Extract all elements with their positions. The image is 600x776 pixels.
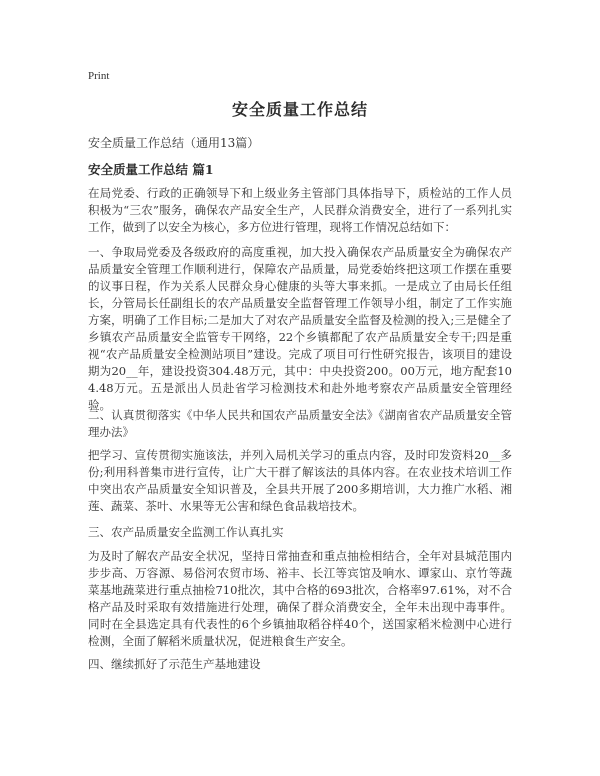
document-subtitle: 安全质量工作总结（通用13篇） — [88, 136, 260, 150]
section-heading: 安全质量工作总结 篇1 — [88, 162, 214, 177]
paragraph-point-two: 把学习、宣传贯彻实施该法，并列入局机关学习的重点内容，及时印发资料20__多份;利用科普集市进行宣传，让广大干群了解该法的具体内容。在农业技术培训工作中突出农产品质量安全知识普及，全县共开展了200多期培训，大力推广水稻、湘莲、蔬菜、茶叶、水果等无公害和绿色食品栽培技术。 — [88, 448, 512, 513]
paragraph-point-three: 为及时了解农产品安全状况，坚持日常抽查和重点抽检相结合，全年对县城范围内步步高、万容源、易俗河农贸市场、裕丰、长江等宾馆及响水、谭家山、京竹等蔬菜基地蔬菜进行重点抽检710批次，其中合格的693批次，合格率97.61%，对不合格产品及时采取有效措施进行处理，确保了群众消费安全，全年未出现中毒事件。同时在全县选定具有代表性的6个乡镇抽取稻谷样40个，送国家稻米检测中心进行检测，全面了解稻米质量状况，促进粮食生产安全。 — [88, 549, 512, 648]
paragraph-point-two-heading: 二、认真贯彻落实《中华人民共和国农产品质量安全法》《湖南省农产品质量安全管理办法》 — [88, 408, 512, 439]
paragraph-point-three-heading: 三、农产品质量安全监测工作认真扎实 — [88, 525, 284, 539]
paragraph-point-four-heading: 四、继续抓好了示范生产基地建设 — [88, 657, 261, 671]
paragraph-point-one: 一、争取局党委及各级政府的高度重视，加大投入确保农产品质量安全为确保农产品质量安全管理工作顺利进行，保障农产品质量，局党委始终把这项工作摆在重要的议事日程，作为关系人民群众身心健康的头等大事来抓。一是成立了由局长任组长，分管局长任副组长的农产品质量安全监督管理工作领导小组，制定了工作实施方案，明确了工作目标;二是加大了对农产品质量安全监督及检测的投入;三是健全了乡镇农产品质量安全监管专干网络，22个乡镇都配了农产品质量安全专干;四是重视“农产品质量安全检测站项目”建设。完成了项目可行性研究报告，该项目的建设期为20__年，建设投资304.48万元，其中：中央投资200。00万元，地方配套104.48万元。五是派出人员赴省学习检测技术和赴外地考察农产品质量安全管理经验。 — [88, 245, 512, 412]
page-title: 安全质量工作总结 — [231, 100, 368, 119]
paragraph-intro: 在局党委、行政的正确领导下和上级业务主管部门具体指导下，质检站的工作人员积极为“三农”服务，确保农产品安全生产，人民群众消费安全，进行了一系列扎实工作，做到了以安全为核心，多方位进行管理，现将工作情况总结如下： — [88, 186, 512, 234]
print-link[interactable]: Print — [88, 70, 110, 82]
